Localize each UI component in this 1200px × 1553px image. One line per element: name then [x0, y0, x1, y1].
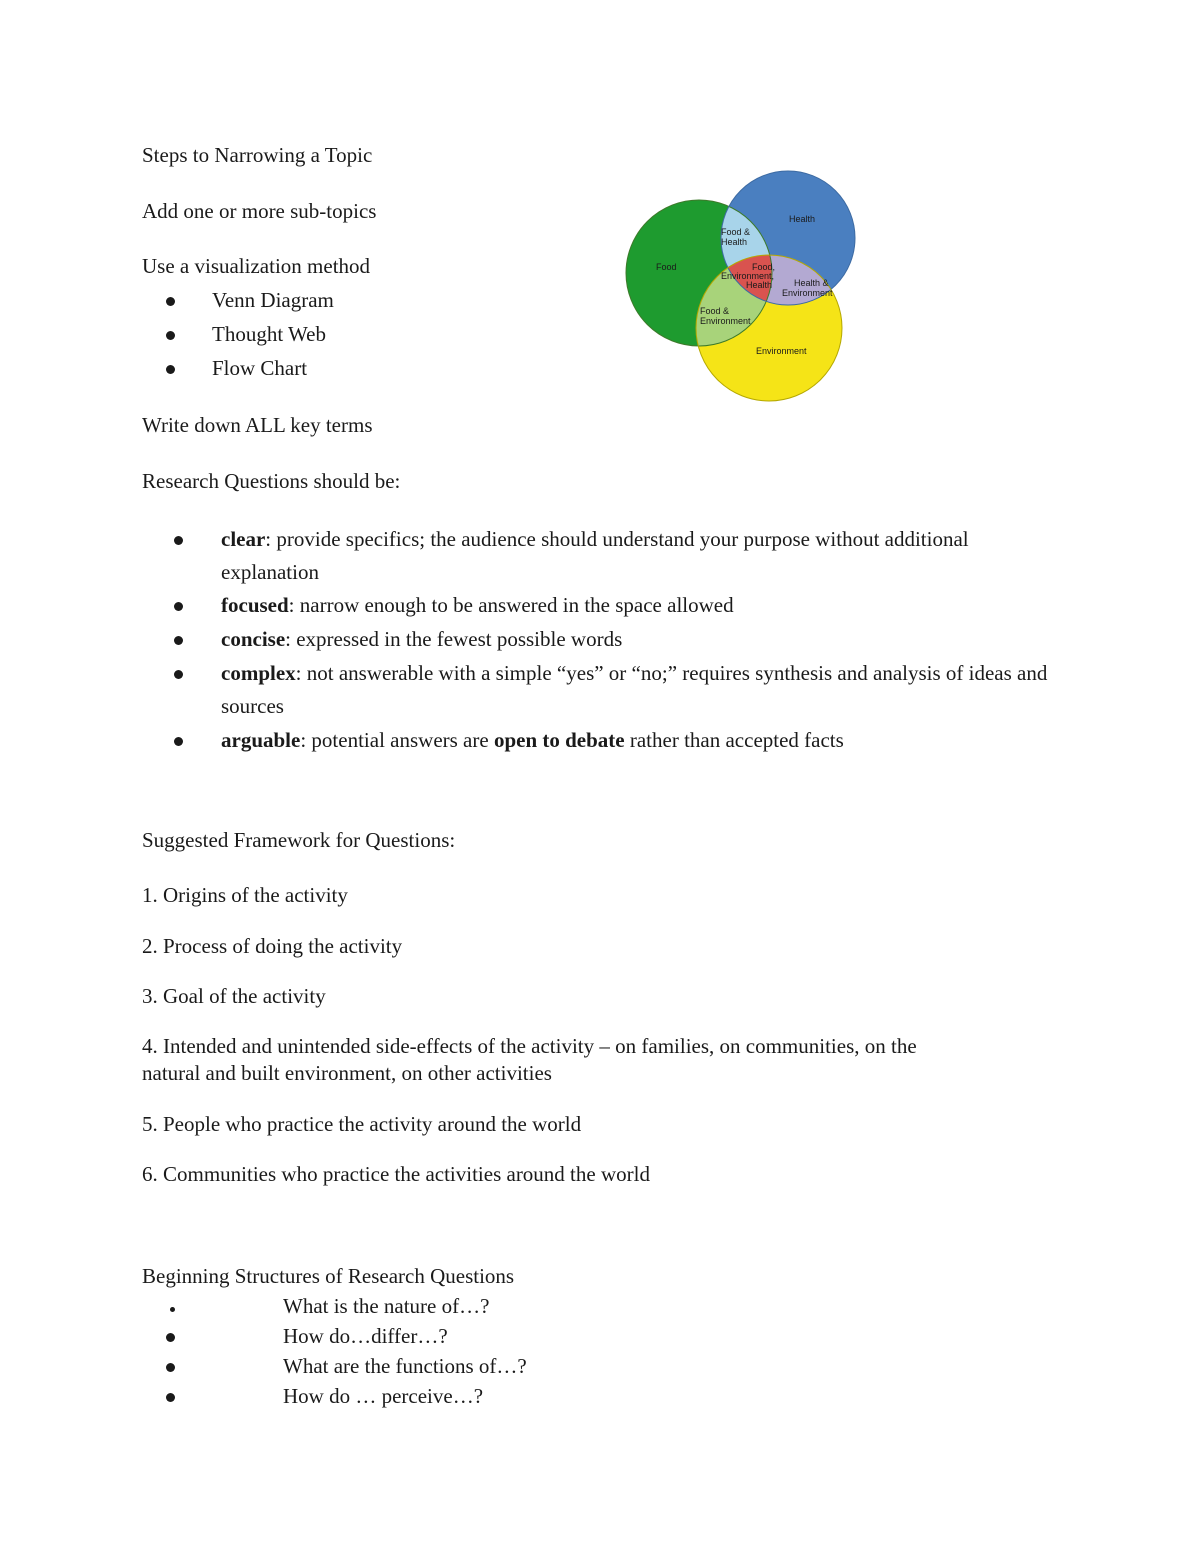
framework-item-continued: natural and built environment, on other activities: [142, 1061, 552, 1085]
bullet-icon: [170, 1307, 175, 1312]
list-item: [221, 589, 1071, 622]
bullet-icon: [166, 1333, 175, 1342]
criterion-term: concise: [221, 627, 286, 651]
food-label: Food: [656, 262, 677, 272]
criterion-term: clear: [221, 527, 266, 551]
step-visualize: Use a visualization method: [142, 254, 371, 278]
list-item: Flow Chart: [212, 356, 308, 380]
venn-diagram: [624, 168, 860, 404]
bullet-icon: [174, 536, 183, 545]
page-title: Steps to Narrowing a Topic: [142, 143, 373, 167]
bullet-icon: [174, 602, 183, 611]
center-line1: Food,: [752, 262, 776, 272]
step-key-terms: Write down ALL key terms: [142, 413, 373, 437]
criterion-emphasis: open to debate: [493, 728, 625, 752]
health-environment-line1: Health &: [794, 278, 829, 288]
list-item: Venn Diagram: [212, 288, 334, 312]
list-item: What are the functions of…?: [283, 1354, 527, 1378]
criterion-text: : expressed in the fewest possible words: [285, 627, 623, 651]
list-item: [221, 657, 1071, 723]
criterion-term: complex: [221, 661, 296, 685]
food-health-line2: Health: [721, 237, 748, 247]
bullet-icon: [166, 1393, 175, 1402]
framework-item: 5. People who practice the activity around the world: [142, 1112, 582, 1136]
bullet-icon: [166, 1363, 175, 1372]
food-environment-line2: Environment: [700, 316, 751, 326]
health-environment-line2: Environment: [782, 288, 833, 298]
health-label: Health: [789, 214, 816, 224]
framework-item: 2. Process of doing the activity: [142, 934, 403, 958]
bullet-icon: [166, 331, 175, 340]
criterion-text: : narrow enough to be answered in the space allowed: [288, 593, 734, 617]
list-item: How do … perceive…?: [283, 1384, 484, 1408]
rq-heading: Research Questions should be:: [142, 469, 401, 493]
framework-heading: Suggested Framework for Questions:: [142, 828, 456, 852]
list-item: What is the nature of…?: [283, 1294, 490, 1318]
criterion-text: : not answerable with a simple “yes” or “no;” requires synthesis and analysis of ideas and sources: [221, 661, 1048, 718]
bullet-icon: [166, 365, 175, 374]
step-subtopics: Add one or more sub-topics: [142, 199, 377, 223]
list-item: [221, 623, 1071, 656]
list-item: How do…differ…?: [283, 1324, 448, 1348]
structures-heading: Beginning Structures of Research Questions: [142, 1264, 515, 1288]
criterion-term: focused: [221, 593, 289, 617]
framework-item: 6. Communities who practice the activities around the world: [142, 1162, 650, 1186]
bullet-icon: [166, 297, 175, 306]
food-environment-line1: Food &: [700, 306, 730, 316]
center-line3: Health: [746, 280, 773, 290]
framework-item: 1. Origins of the activity: [142, 883, 348, 907]
environment-label: Environment: [756, 346, 807, 356]
bullet-icon: [174, 670, 183, 679]
criterion-text: : provide specifics; the audience should understand your purpose without additional explanation: [221, 527, 969, 584]
bullet-icon: [174, 737, 183, 746]
center-line2: Environment,: [721, 271, 775, 281]
framework-item: 3. Goal of the activity: [142, 984, 326, 1008]
list-item: [221, 724, 1071, 757]
bullet-icon: [174, 636, 183, 645]
criterion-text: rather than accepted facts: [624, 728, 844, 752]
criterion-term: arguable: [221, 728, 301, 752]
list-item: [221, 523, 1071, 589]
framework-item: 4. Intended and unintended side-effects of the activity – on families, on communities, on the: [142, 1034, 917, 1058]
food-health-line1: Food &: [721, 227, 751, 237]
criterion-text: : potential answers are: [300, 728, 494, 752]
list-item: Thought Web: [212, 322, 326, 346]
